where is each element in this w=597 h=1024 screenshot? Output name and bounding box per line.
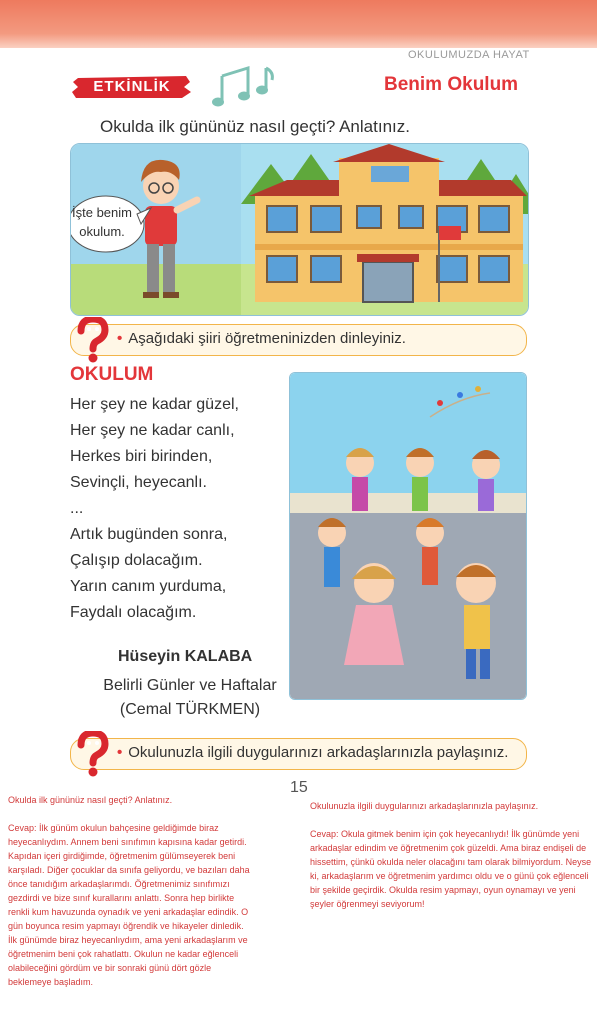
activity-label (72, 74, 192, 100)
poem-line: Sevinçli, heyecanlı. (70, 474, 207, 491)
answer-right-text: Cevap: Okula gitmek benim için çok heyecanlıydı! İlk günümde yeni arkadaşlar edindim ve öğretmenim çok güzeldi. Ama biraz endişeli de hissettim, çünkü okulda neler olacağını tam olarak bilmiyordum. Neyse ki, arkadaşlarım ve öğretmenim yardımcı oldu ve o günü çok eğlenceli bir şekilde geçirdik. Okulda resim yapmayı, oyun oynamayı ve yeni şeyler öğrenmeyi seviyorum! (310, 829, 592, 909)
poem-line: Herkes biri birinden, (70, 448, 213, 465)
poem-source (90, 674, 290, 722)
question-1: Okulda ilk gününüz nasıl geçti? Anlatınız. (100, 117, 410, 136)
poem-line: ... (70, 500, 84, 517)
poem-source-line-1: Belirli Günler ve Haftalar (103, 677, 277, 694)
instruction-2-text: Okulunuzla ilgili duygularınızı arkadaşlarınızla paylaşınız. (128, 744, 509, 761)
answer-right-question: Okulunuzla ilgili duygularınızı arkadaşlarınızla paylaşınız. (310, 801, 539, 811)
page-title: Benim Okulum (384, 74, 519, 95)
instruction-box-2 (70, 738, 527, 770)
question-mark-icon (75, 317, 109, 363)
poem-line: Yarın canım yurduma, (70, 578, 227, 595)
instruction-1-text: Aşağıdaki şiiri öğretmeninizden dinleyiniz. (128, 330, 406, 347)
poem-line: Her şey ne kadar canlı, (70, 422, 235, 439)
instruction-box-1 (70, 324, 527, 356)
poem-line: Her şey ne kadar güzel, (70, 396, 239, 413)
answer-right (310, 799, 595, 911)
poem-line: Çalışıp dolacağım. (70, 552, 203, 569)
children-dancing-illustration (289, 372, 527, 700)
section-title: OKULUMUZDA HAYAT (408, 49, 530, 61)
poem-source-line-2: (Cemal TÜRKMEN) (119, 701, 261, 718)
music-notes-icon (208, 62, 278, 108)
poem-body (70, 392, 239, 626)
poem-line: Artık bugünden sonra, (70, 526, 228, 543)
answer-left-question: Okulda ilk gününüz nasıl geçti? Anlatınız. (8, 795, 173, 805)
answer-left (8, 793, 251, 989)
question-mark-icon (75, 731, 109, 777)
bullet-icon: • (117, 330, 123, 347)
bullet-icon: • (117, 744, 123, 761)
activity-label-text: ETKİNLİK (93, 78, 171, 95)
page-number: 15 (290, 779, 308, 796)
poem-title: OKULUM (70, 364, 154, 385)
answer-left-text: Cevap: İlk günüm okulun bahçesine geldiğimde biraz heyecanlıydım. Annem beni sınıfımın kapısına kadar getirdi. Kapıdan içeri girdiğimde, öğretmenim gülümseyerek beni karşıladı. Diğer çocuklar da sınıfa geliyordu, ve bazıları daha önce tanıdığım arkadaşlarımdı. Öğretmenimiz sınıfımızı gezdirdi ve bize sınıf kurallarını anlattı. Sonra hep birlikte renkli kum havuzunda oynadık ve yeni arkadaşlar edindik. O gün boyunca resim yapmayı öğrendik ve hikayeler dinledik. İlk günümde biraz heyecanlıydım, ama yeni arkadaşlarım ve öğretmenim beni çok rahatlattı. Okulun ne kadar eğlenceli olabileceğini gördüm ve bir sonraki günü dört gözle beklemeye başladım. (8, 823, 250, 987)
poem-line: Faydalı olacağım. (70, 604, 197, 621)
speech-bubble-text: İşte benim okulum. (72, 205, 132, 239)
top-banner (0, 0, 597, 48)
poem-author: Hüseyin KALABA (118, 648, 253, 665)
